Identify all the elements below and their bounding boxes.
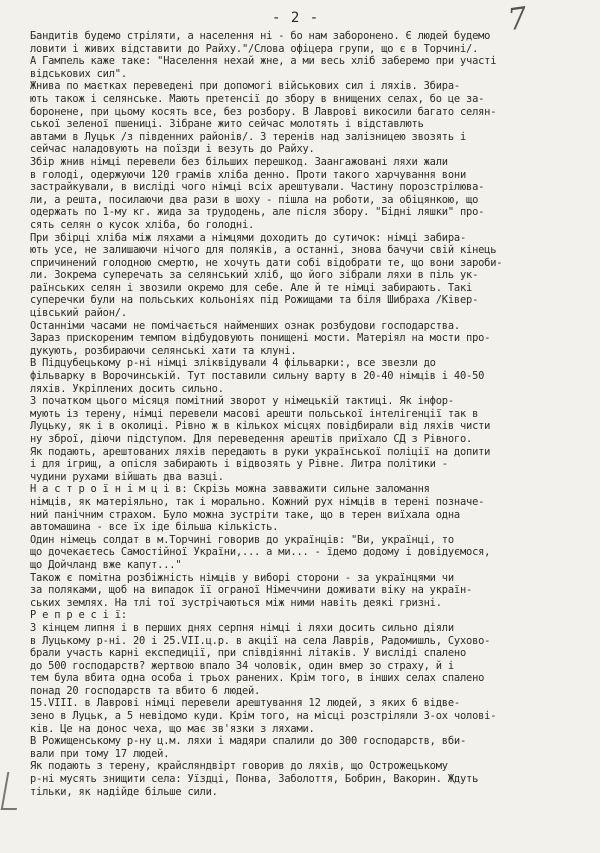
text-line: З кінцем липня і в перших днях серпня німці і ляхи досить сильно діяли [30, 621, 454, 634]
text-line: брали участь карні експедиції, при співдіянні літаків. У висліді спалено [30, 647, 467, 660]
text-line: в голоді, одержуючи 120 грамів хліба денно. Проти такого харчування вони [30, 168, 467, 181]
text-line: ють також і селянське. Мають претенсії до збору в внищених селах, бо це за- [30, 92, 485, 105]
text-line: тільки, як надійде більше сили. [30, 785, 218, 798]
text-line: ських землях. На тлі тої зустрічаються між ними навіть деякі гризні. [30, 596, 442, 609]
text-line: автомашина - все їх іде більша кількість. [30, 521, 279, 534]
text-line: зено в Луцьк, а 5 невідомо куди. Крім того, на місці розстріляли 3-ох чолові- [30, 710, 497, 723]
text-line: автами в Луцьк /з південних районів/. З теренів над залізницею звозять і [30, 130, 467, 143]
text-line: Зараз прискореним темпом відбудовують понищені мости. Матеріял на мости про- [30, 332, 491, 345]
text-line: Жнива по маєтках переведені при допомогі військових сил і ляхів. Збира- [30, 80, 460, 93]
text-line: ків. Це на донос чеха, що має зв'язки з ляхами. [30, 722, 315, 735]
text-line: одержать по 1-му кг. жида за трудодень, але після збору. "Бідні ляшки" про- [30, 206, 485, 219]
text-line: При збірці хліба між ляхами а німцями доходить до сутичок: німці забира- [30, 231, 467, 244]
text-line: цівський район/. [30, 307, 127, 320]
text-line: А Гампель каже таке: "Населення нехай жне, а ми весь хліб заберемо при участі [30, 55, 497, 68]
text-line: до 500 господарств? жертвою впало 34 чоловік, один вмер зо страху, й і [30, 659, 454, 672]
text-line: чудини рухами війшать два вазці. [30, 470, 224, 483]
text-line: і для ігрищ, а опісля забирають і відвозять у Рівне. Литра політики - [30, 458, 448, 471]
text-line: спричинений голодною смертю, не хочуть дати собі відобрати те, що вони зароби- [30, 256, 503, 269]
page-number: - 2 - [272, 10, 320, 26]
text-line: відськових сил". [30, 67, 127, 80]
text-line: В Рожищенському р-ну ц.м. ляхи і мадяри спалили до 300 господарств, вби- [30, 735, 467, 748]
text-line: ловити і живих відставити до Райху."/Слова офіцера групи, що є в Торчині/. [30, 42, 479, 55]
text-line: Збір жнив німці перевели без більших перешкод. Заангажовані ляхи жали [30, 155, 448, 168]
text-line: З початком цього місяця помітний зворот у німецькій тактиці. Як інфор- [30, 395, 454, 408]
text-line: Як подають, арештованих ляхів передають в руки української поліції на допити [30, 445, 491, 458]
margin-mark [1, 772, 24, 810]
text-line: Як подають з терену, крайсляндвірт говорив до ляхів, що Острожецькому [30, 760, 448, 773]
text-line: Р е п р е с і ї: [30, 609, 127, 622]
text-line: боронене, при цьому косять все, без розбору. В Лаврові викосили багато селян- [30, 105, 497, 118]
text-line: що дочекаєтесь Самостійної України,... а ми... - їдемо додому і довідуємося, [30, 546, 491, 559]
text-line: Також є помітна розбіжність німців у виборі сторони - за українцями чи [30, 571, 454, 584]
text-line: Н а с т р о ї н і м ц і в: Скрізь можна завважити сильне заломання [30, 483, 430, 496]
archive-handwritten-mark: 7 [505, 0, 530, 39]
text-line: фільварку в Ворочинській. Тут поставили сильну варту в 20-40 німців і 40-50 [30, 370, 485, 383]
text-line: сять селян о кусок хліба, бо голодні. [30, 218, 255, 231]
text-line: ну зброї, діючи підступом. Для переведення арештів приїхало СД з Рівного. [30, 433, 473, 445]
text-line: Бандитів будемо стріляти, а населення ні - бо нам заборонено. Є людей будемо [30, 30, 491, 42]
text-line: застрайкували, в висліді чого німці всіх арештували. Частину порозстрілюва- [30, 181, 485, 194]
text-line: Луцьку, як і в околиці. Рівно ж в кількох місцях повідбирали від ляхів чисти [30, 420, 491, 433]
text-line: вали при тому 17 людей. [30, 747, 170, 760]
text-line: ють усе, не залишаючи нічого для поляків, а останні, знова бачучи свій кінець [30, 244, 497, 257]
text-line: дукують, розбираючи селянські хати та клуні. [30, 344, 297, 357]
text-line: ської зеленої пшениці. Зібране жито сейчас молотять і відставлють [30, 118, 424, 131]
text-line: понад 20 господарств та вбито 6 людей. [30, 684, 261, 697]
text-line: Один німець солдат в м.Торчині говорив до українців: "Ви, українці, то [30, 533, 454, 546]
text-line: мують із терену, німці перевели масові арешти польської інтелігенції так в [30, 407, 479, 420]
text-line: тем була вбита одна особа і трьох ранених. Крім того, в інших селах спалено [30, 672, 485, 685]
text-line: В Підцубецькому р-ні німці зліквідували 4 фільварки:, все звезли до [30, 357, 436, 370]
text-line: сейчас наладовують на поїзди і везуть до Райху. [30, 143, 315, 156]
text-line: німців, як матеріяльно, так і морально. Кожний рух німців в терені позначе- [30, 495, 485, 508]
text-line: за поляками, щоб на випадок її ограної Німеччини доживати віку на україн- [30, 584, 473, 597]
text-line: ний панічним страхом. Було можна зустріти таке, що в терен виїхала одна [30, 508, 460, 521]
text-line: раїнських селян і звозили окремо для себе. Але й те німці забирають. Такі [30, 281, 473, 294]
text-line: в Луцькому р-ні. 20 і 25.VII.ц.р. в акції на села Лаврів, Радомишль, Сухово- [30, 634, 491, 647]
text-line: р-ні мусять знищити села: Уїздці, Понва, Заболоття, Бобрин, Вакорин. Ждуть [30, 773, 479, 786]
document-body [30, 30, 586, 798]
text-line: ляхів. Укріплених досить сильно. [30, 382, 224, 395]
text-line: що Дойчланд вже капут..." [30, 558, 182, 571]
text-line: ли, а решта, посилаючи два рази в шоху - пішла на роботи, за обіцянкою, що [30, 193, 479, 206]
text-line: 15.VIII. в Лаврові німці перевели арештування 12 людей, з яких 6 відве- [30, 697, 460, 710]
text-line: суперечки були на польських кольоніях під Рожищами та біля Шибраха /Ківер- [30, 294, 479, 307]
text-line: ли. Зокрема суперечать за селянський хліб, що його зібрали ляхи в піль ук- [30, 269, 479, 282]
text-line: Останніми часами не помічається найменших ознак розбудови господарства. [30, 319, 460, 332]
